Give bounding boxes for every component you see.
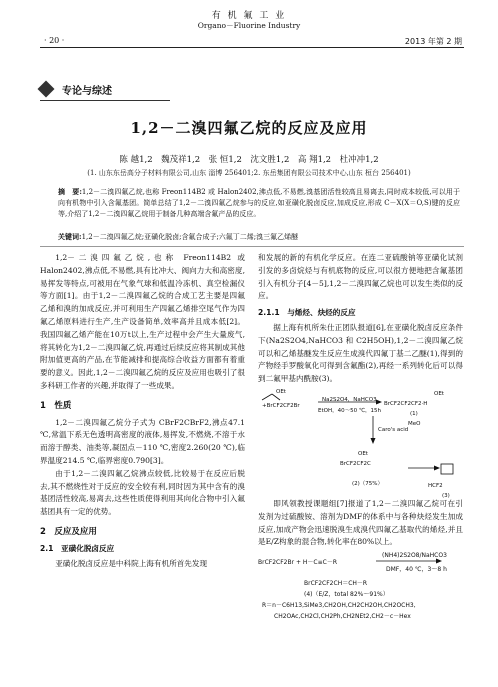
heading-reactions: 2 反应及应用 — [40, 526, 97, 537]
scheme1-product-1: BrCF2CF2CF2·H — [384, 400, 428, 407]
scheme2-yield: (4)（E/Z，total 82%～91%） — [304, 591, 389, 599]
properties-paragraph-1: 1,2－二溴四氟乙烷分子式为 CBrF2CBrF2,沸点47.1 ℃,常温下系无色透明高密度的液体,易挥发,不燃烧,不溶于水而溶于醇类、油类等,凝固点－110 ℃,密度2.260(20 ℃),临界温度214.5 ℃,临界密度0.790[3]。 — [40, 417, 245, 465]
authors: 陈 越1,2 魏茂祥1,2 张 恒1,2 沈文胜1,2 高 翔1,2 杜冲冲1,2 — [119, 155, 379, 165]
header-rule — [40, 47, 464, 48]
scheme1-label-3: (3) — [442, 492, 450, 499]
left-column — [40, 252, 245, 570]
journal-header — [0, 0, 498, 46]
heading-sulfinatodehalogenation: 2.1 亚磺化脱卤反应 — [40, 543, 115, 553]
affiliation: (1. 山东东岳高分子材料有限公司,山东 淄博 256401;2. 东岳集团有限公司技术中心,山东 桓台 256401) — [87, 169, 411, 177]
scheme1-hcf2: HCF2 — [428, 482, 443, 489]
journal-title-cn: 有 机 氟 工 业 — [211, 11, 287, 21]
scheme1-ester-oet: OEt — [358, 450, 368, 457]
abstract-text: 1,2－二溴四氟乙烷,也称 Freon114B2 或 Halon2402,沸点低,不易燃,溴基团活性较高且易离去,同时成本较低,可以用于向有机物中引入含氟基团。简单总结了1,2－二溴四氟乙烷参与的反应,如亚磺化脱卤反应,加成反应,形成 C－X(X＝O,S)键的反应等,介绍了1,2－二溴四氟乙烷用于制备几种高端含氟产品的反应。 — [58, 188, 460, 218]
scheme1-oet-top: OEt — [276, 388, 286, 395]
keywords-label: 关键词: — [58, 232, 82, 241]
article-title: 1,2－二溴四氟乙烷的反应及应用 — [130, 119, 368, 137]
scheme1-conditions-bottom: EtOH，40～50 ℃，15h — [318, 407, 382, 414]
heading-properties: 1 性质 — [40, 400, 72, 411]
scheme2-r-groups-2: CH2OAc,CH2Cl,CH2Ph,CH2NEt2,CH2－c－Hex — [274, 613, 411, 621]
keywords — [58, 232, 460, 242]
diamond-icon — [38, 81, 55, 98]
issue-label: 2013 年第 2 期 — [404, 37, 462, 46]
scheme1-oxidant: Caro's acid — [378, 426, 409, 433]
right-paragraph-3: 即风领教授课题组[7]报道了1,2－二溴四氟乙烷可在引发剂为过硫酸铵、溶剂为DMF的体系中与各种炔烃发生加成反应,加成产物会迅速脱溴生成溴代四氟乙基取代的烯烃,并且是E/Z构象的混合物,转化率在80%以上。 — [258, 498, 463, 547]
properties-paragraph-2: 由于1,2－二溴四氟乙烷沸点较低,比较易于在反应后脱去,其不燃烧性对于反应的安全较有利,同时因为其中含有的溴基团活性较高,易离去,这些性质使得利用其向化合物中引入氟基团具有一定的优势。 — [40, 468, 245, 517]
scheme1-label-1: (1) — [410, 410, 418, 417]
scheme1-label-2: (2)（75%） — [352, 480, 384, 487]
abstract-separator — [40, 246, 464, 247]
heading-alkenes-alkynes: 2.1.1 与烯烃、炔烃的反应 — [258, 308, 356, 318]
journal-title-en: Organo－Fluorine Industry — [197, 21, 301, 30]
scheme2-equation: BrCF2CF2Br + H－C≡C－R — [258, 559, 338, 567]
abstract — [58, 186, 460, 220]
section-underline — [40, 100, 170, 101]
right-paragraph-1: 和发展的新的有机化学反应。在连二亚硫酸钠等亚磺化试剂引发的多卤烷烃与有机底物的反应,可以很方便地把含氟基团引入有机分子[4－5],1,2－二溴四氟乙烷也可以发生类似的反应。 — [258, 253, 463, 301]
reaction-scheme-2 — [258, 549, 463, 625]
reaction-scheme-1 — [258, 386, 463, 498]
scheme2-product: BrCF2CF2CH＝CH－R — [304, 580, 368, 588]
scheme1-meo: MeO — [408, 420, 421, 427]
right-paragraph-2: 据上海有机所朱仕正团队报道[6],在亚磺化脱卤反应条件下(Na2S2O4,NaHCO3 和 C2H5OH),1,2－二溴四氟乙烷可以和乙烯基醚发生反应生成溴代四氟丁基二乙醚(1),得到的产物经手罗酸氧化可得到含氟酯(2),再经一系列转化后可以得到二氟甲基内酰胺(3)。 — [258, 322, 463, 384]
page-number: · 20 · — [44, 36, 65, 45]
intro-paragraph: 1,2－二溴四氟乙烷,也称 Freon114B2 或 Halon2402,沸点低,不易燃,具有比冲大、阀向力大和高密度,易挥发等特点,可被用在气象气球和低温冷冻机、真空检漏仪等方面[1]。由于1,2－二溴四氟乙烷的合成工艺主要是四氟乙烯和溴的加成反应,并可利用生产四氟乙烯排空尾气作为四氟乙烯原料进行生产,生产设备简单,效率高并且成本低[2]。我国四氟乙烯产能在10万t以上,生产过程中会产生大量废气,将其转化为1,2－二溴四氟乙烷,再通过后续反应将其制成其他附加值更高的产品,在节能减排和提高综合收益方面都有着重要的意义。因此,1,2－二溴四氟乙烷的反应及应用也吸引了很多科研工作者的兴趣,并取得了一些成果。 — [40, 253, 245, 390]
scheme1-conditions-top: Na2S2O4，NaHCO3 — [322, 396, 377, 403]
scheme1-product-1-oet: OEt — [434, 390, 444, 397]
scheme1-reactant: +BrCF2CF2Br — [262, 402, 300, 409]
section-label-text: 专论与综述 — [62, 86, 112, 97]
right-column — [258, 252, 463, 625]
abstract-label: 摘 要: — [58, 187, 82, 196]
keywords-text: 1,2－二溴四氟乙烷;亚磺化脱卤;含氟合成子;六氟丁二烯;溴三氟乙烯醚 — [81, 233, 299, 241]
scheme1-ester: BrCF2CF2C — [340, 460, 371, 467]
scheme2-conditions-top: (NH4)2S2O8/NaHCO3 — [382, 552, 447, 560]
scheme2-r-groups-1: R＝n－C6H13,SiMe3,CH2OH,CH2CH2OH,CH2OCH3, — [262, 602, 416, 610]
section-label — [40, 80, 160, 98]
reactions-paragraph: 亚磺化脱卤反应是中科院上海有机所首先发现 — [55, 558, 208, 568]
scheme2-conditions-bottom: DMF，40 ℃，3～8 h — [386, 566, 447, 574]
